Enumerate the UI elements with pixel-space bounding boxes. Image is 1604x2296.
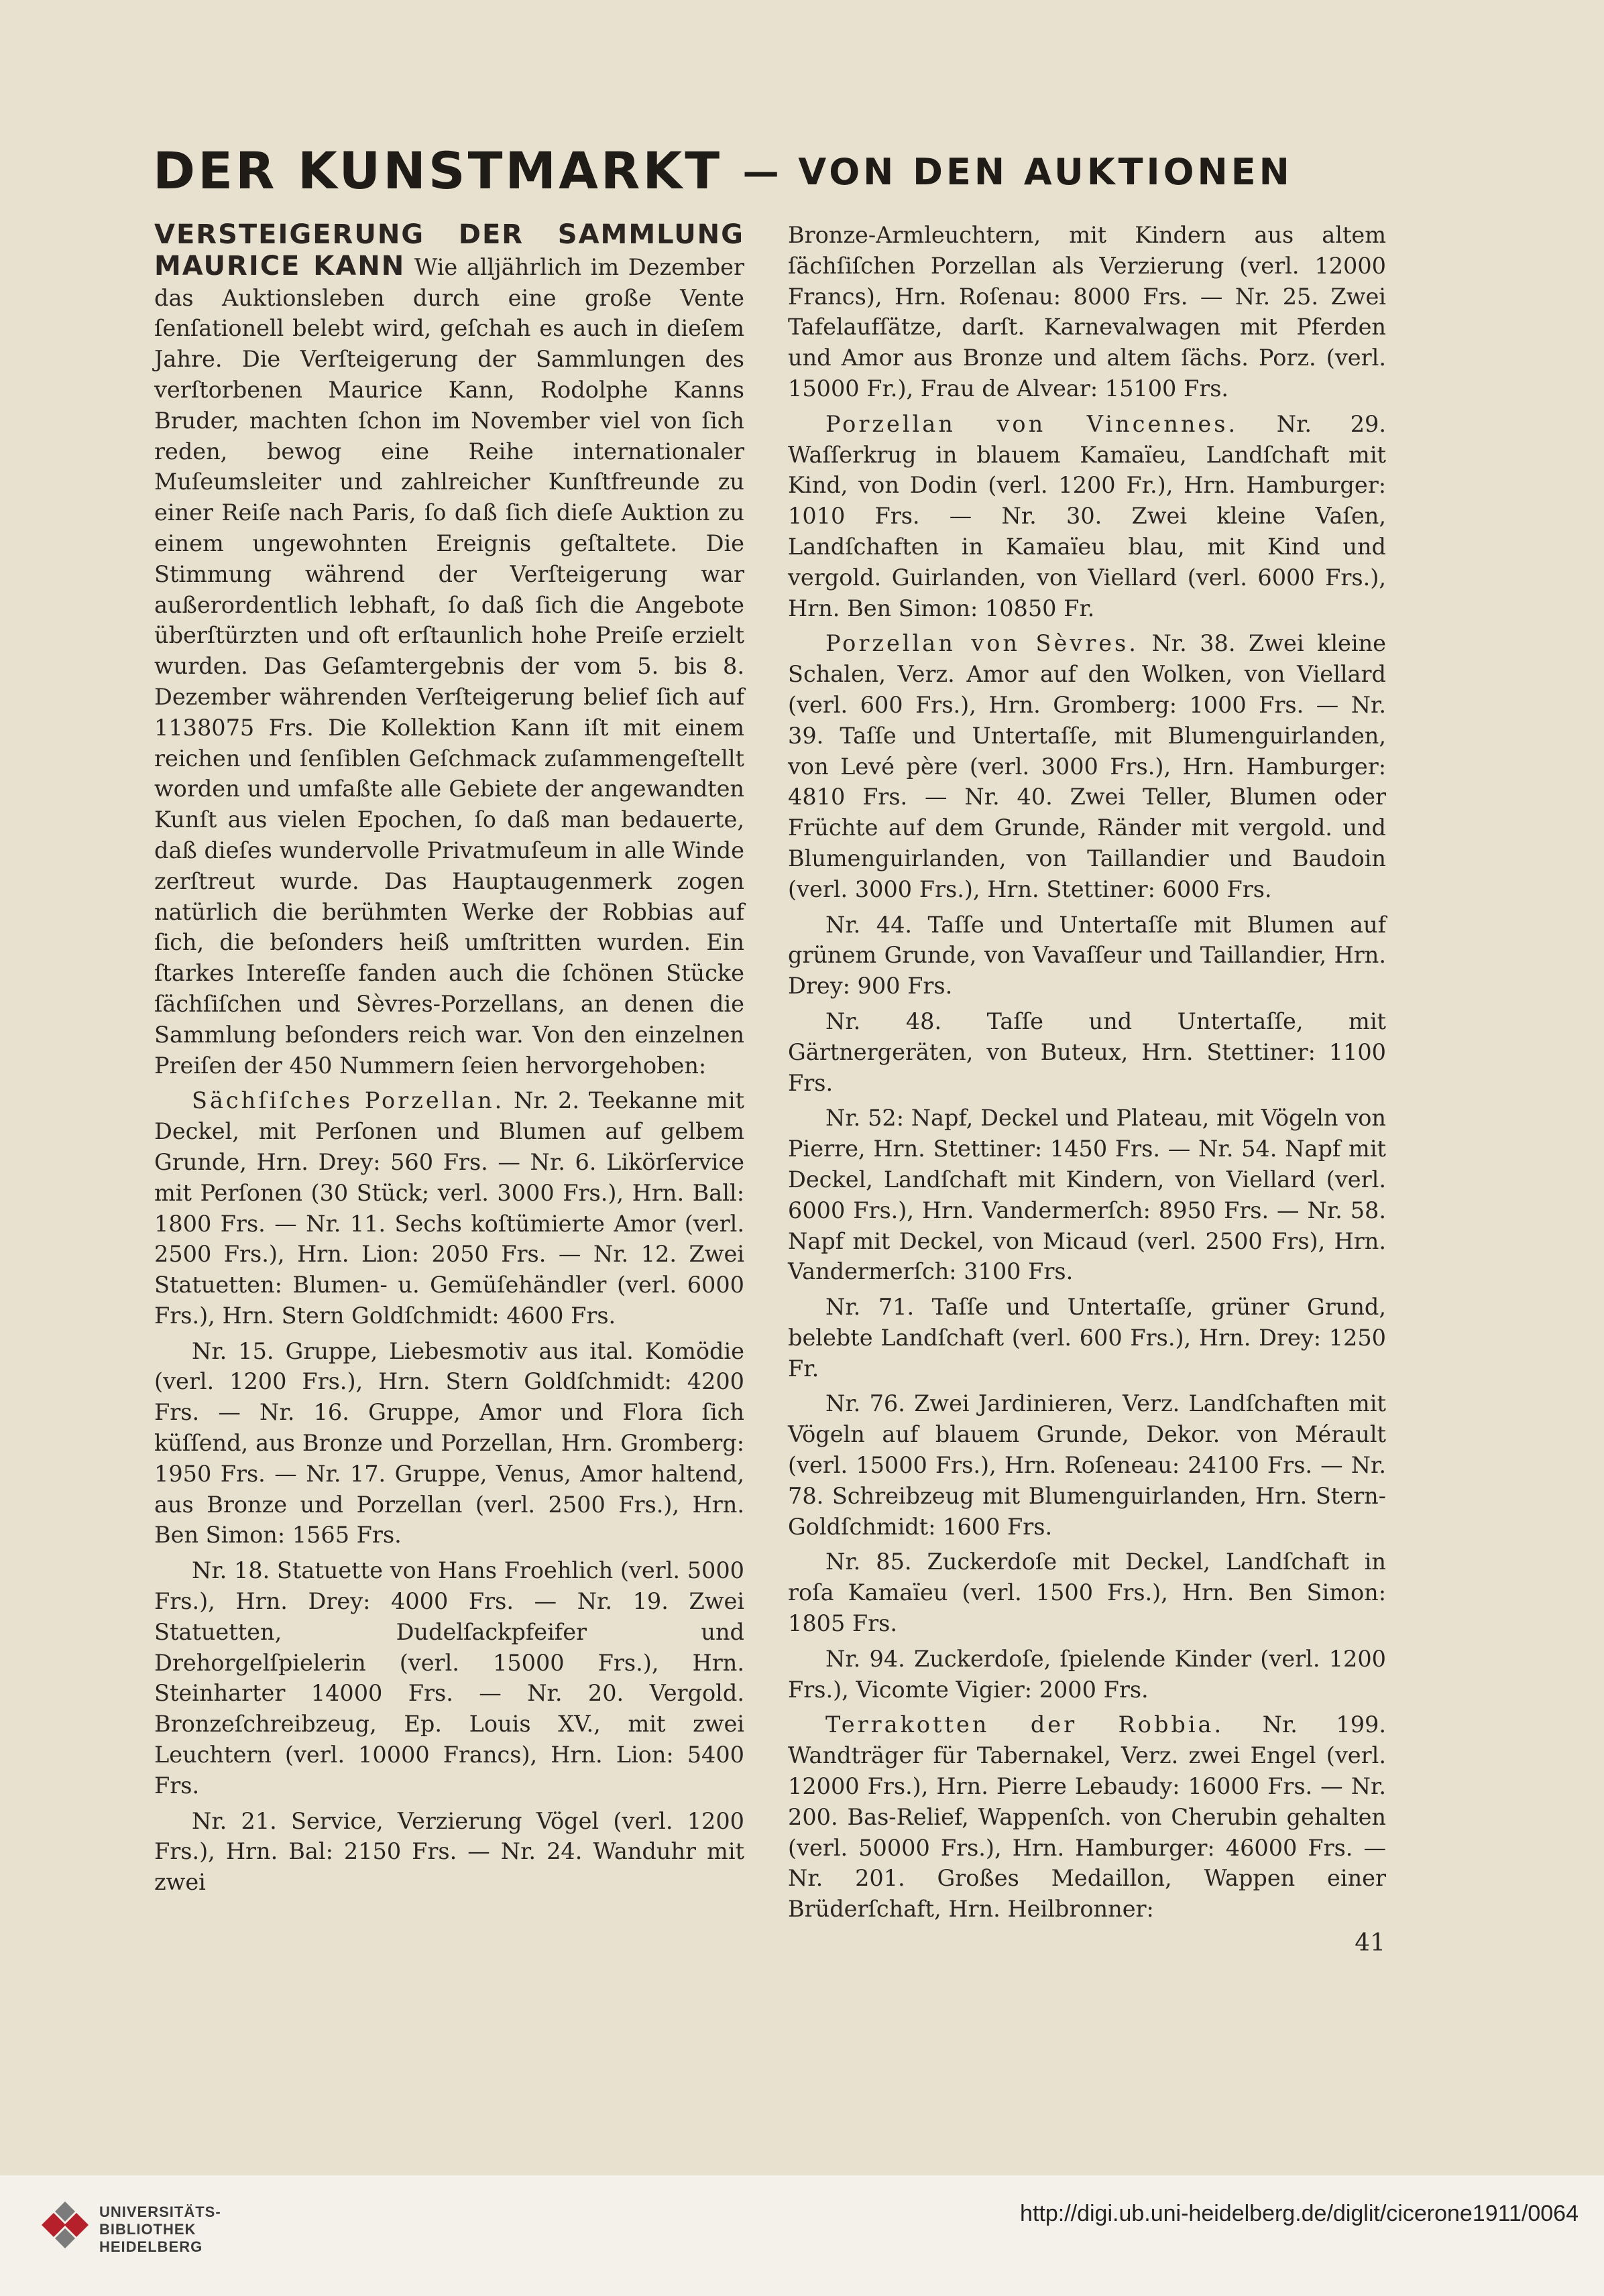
paragraph-text: Nr. 199. Wandträger für Tabernakel, Verz. zwei Engel (verl. 12000 Frs.), Hrn. Pierre Lebaudy: 16000 Frs. — Nr. 200. Bas-Relief, Wappenſch. von Cherubin gehalten (verl. 50000 Frs.), Hrn. Hamburger: 46000 Frs. — Nr. 201. Großes Medaillon, Wappen einer Brüderſchaft, Hrn. Heilbronner: [788,1711,1386,1923]
section-heading: VERSTEIGERUNG DER SAMMLUNG MAURICE KANN [154,219,744,282]
paragraph: Nr. 18. Statuette von Hans Froehlich (verl. 5000 Frs.), Hrn. Drey: 4000 Frs. — Nr. 19. Zwei Statuetten, Dudelſackpfeifer und Drehorgelſpielerin (verl. 15000 Frs.), Hrn. Steinharter 14000 Frs. — Nr. 20. Vergold. Bronzeſchreibzeug, Ep. Louis XV., mit zwei Leuchtern (verl. 10000 Francs), Hrn. Lion: 5400 Frs. [154,1557,744,1799]
paragraph: Nr. 94. Zuckerdoſe, ſpielende Kinder (verl. 1200 Frs.), Vicomte Vigier: 2000 Frs. [788,1645,1386,1703]
paragraph-text: Nr. 29. Waſſerkrug in blauem Kamaïeu, Landſchaft mit Kind, von Dodin (verl. 1200 Fr.), Hrn. Hamburger: 1010 Frs. — Nr. 30. Zwei kleine Vaſen, Landſchaften in Kamaïeu blau, mit Kind und vergold. Guirlanden, von Viellard (verl. 6000 Frs.), Hrn. Ben Simon: 10850 Fr. [788,410,1386,621]
library-name-line: UNIVERSITÄTS- [99,2203,221,2220]
paragraph: Bronze-Armleuchtern, mit Kindern aus altem ſächſiſchen Porzellan als Verzierung (verl. 12000 Francs), Hrn. Roſenau: 8000 Frs. — Nr. 25. Zwei Tafelaufſätze, darſt. Karnevalwagen mit Pferden und Amor aus Bronze und altem ſächs. Porz. (verl. 15000 Fr.), Frau de Alvear: 15100 Frs. [788,222,1386,402]
category-label: Terrakotten der Robbia. [825,1711,1224,1738]
paragraph-text: Nr. 38. Zwei kleine Schalen, Verz. Amor auf den Wolken, von Viellard (verl. 600 Frs.), Hrn. Gromberg: 1000 Frs. — Nr. 39. Taſſe und Untertaſſe, mit Blumenguirlanden, von Levé père (verl. 3000 Frs.), Hrn. Hamburger: 4810 Frs. — Nr. 40. Zwei Teller, Blumen oder Früchte auf dem Grunde, Ränder mit vergold. und Blumenguirlanden, von Taillandier und Baudoin (verl. 3000 Frs.), Hrn. Stettiner: 6000 Frs. [788,630,1386,902]
intro-text: Wie alljährlich im Dezember das Auktionsleben durch eine große Vente ſenſationell belebt wird, geſchah es auch in dieſem Jahre. Die Verſteigerung der Sammlungen des verſtorbenen Maurice Kann, Rodolphe Kanns Bruder, machten ſchon im November viel von ſich reden, bewog eine Reihe internationaler Muſeumsleiter und zahlreicher Kunſtfreunde zu einer Reiſe nach Paris, ſo daß ſich dieſe Auktion zu einem ungewohnten Ereignis geſtaltete. Die Stimmung während der Verſteigerung war außerordentlich lebhaft, ſo daß ſich die Angebote überſtürzten und oft erſtaunlich hohe Preiſe erzielt wurden. Das Geſamtergebnis der vom 5. bis 8. Dezember währenden Verſteigerung belief ſich auf 1138075 Frs. Die Kollektion Kann iſt mit einem reichen und ſenſiblen Geſchmack zuſammengeſtellt worden und umfaßte alle Gebiete der angewandten Kunſt aus vielen Epochen, ſo daß man bedauerte, daß dieſes wundervolle Privatmuſeum in alle Winde zerſtreut wurde. Das Hauptaugenmerk zogen natürlich die berühmten Werke der Robbias auf ſich, die beſonders heiß umſtritten wurden. Ein ſtarkes Intereſſe fanden auch die ſchönen Stücke ſächſiſchen und Sèvres-Porzellans, an denen die Sammlung beſonders reich war. Von den einzelnen Preiſen der 450 Nummern ſeien hervorgehoben: [154,253,744,1079]
left-column [154,220,744,1902]
category-label: Sächſiſches Porzellan. [192,1087,505,1114]
paragraph: Nr. 21. Service, Verzierung Vögel (verl. 1200 Frs.), Hrn. Bal: 2150 Frs. — Nr. 24. Wanduhr mit zwei [154,1807,744,1896]
footer-bar [0,2175,1604,2296]
title-main: DER KUNSTMARKT [153,141,723,200]
library-name-line: BIBLIOTHEK [99,2221,196,2238]
paragraph: Nr. 85. Zuckerdoſe mit Deckel, Landſchaft in roſa Kamaïeu (verl. 1500 Frs.), Hrn. Ben Simon: 1805 Frs. [788,1549,1386,1637]
intro-paragraph [154,220,744,1081]
category-label: Porzellan von Sèvres. [825,630,1139,657]
paragraph: Nr. 71. Taſſe und Untertaſſe, grüner Grund, belebte Landſchaft (verl. 600 Frs.), Hrn. Drey: 1250 Fr. [788,1294,1386,1382]
paragraph: Nr. 76. Zwei Jardinieren, Verz. Landſchaften mit Vögeln auf blauem Grunde, Dekor. von Mérault (verl. 15000 Frs.), Hrn. Roſeneau: 24100 Frs. — Nr. 78. Schreibzeug mit Blumenguirlanden, Hrn. Stern-Goldſchmidt: 1600 Frs. [788,1390,1386,1540]
paragraph: Nr. 15. Gruppe, Liebesmotiv aus ital. Komödie (verl. 1200 Frs.), Hrn. Stern Goldſchmidt: 4200 Frs. — Nr. 16. Gruppe, Amor und Flora ſich küſſend, aus Bronze und Porzellan, Hrn. Gromberg: 1950 Frs. — Nr. 17. Gruppe, Venus, Amor haltend, aus Bronze und Porzellan (verl. 2500 Frs.), Hrn. Ben Simon: 1565 Frs. [154,1337,744,1549]
right-column [788,220,1386,1929]
page-title [153,141,1454,200]
category-label: Porzellan von Vincennes. [825,410,1239,437]
library-name [99,2203,221,2256]
paragraph [788,1709,1386,1925]
source-url-link[interactable]: http://digi.ub.uni-heidelberg.de/diglit/cicerone1911/0064 [1020,2201,1579,2226]
library-logo-icon [40,2200,90,2250]
paragraph: Nr. 52: Napf, Deckel und Plateau, mit Vögeln von Pierre, Hrn. Stettiner: 1450 Frs. — Nr. 54. Napf mit Deckel, Landſchaft mit Kindern, von Viellard (verl. 6000 Frs.), Hrn. Vandermerſch: 8950 Frs. — Nr. 58. Napf mit Deckel, von Micaud (verl. 2500 Frs), Hrn. Vandermerſch: 3100 Frs. [788,1105,1386,1285]
paragraph [788,628,1386,904]
paragraph: Nr. 48. Taſſe und Untertaſſe, mit Gärtnergeräten, von Buteux, Hrn. Stettiner: 1100 Frs. [788,1008,1386,1096]
paragraph: Nr. 44. Taſſe und Untertaſſe mit Blumen auf grünem Grunde, von Vavaſſeur und Taillandier, Hrn. Drey: 900 Frs. [788,911,1386,1000]
library-name-line: HEIDELBERG [99,2238,203,2255]
page-number: 41 [1355,1929,1385,1957]
paragraph-text: Nr. 2. Teekanne mit Deckel, mit Perſonen und Blumen auf gelbem Grunde, Hrn. Drey: 560 Frs. — Nr. 6. Likörſervice mit Perſonen (30 Stück; verl. 3000 Frs.), Hrn. Ball: 1800 Frs. — Nr. 11. Sechs koſtümierte Amor (verl. 2500 Frs.), Hrn. Lion: 2050 Frs. — Nr. 12. Zwei Statuetten: Blumen- u. Gemüſehändler (verl. 6000 Frs.), Hrn. Stern Goldſchmidt: 4600 Frs. [154,1087,744,1329]
paragraph [788,409,1386,624]
paragraph [154,1085,744,1331]
title-subtitle: — VON DEN AUKTIONEN [742,151,1293,193]
